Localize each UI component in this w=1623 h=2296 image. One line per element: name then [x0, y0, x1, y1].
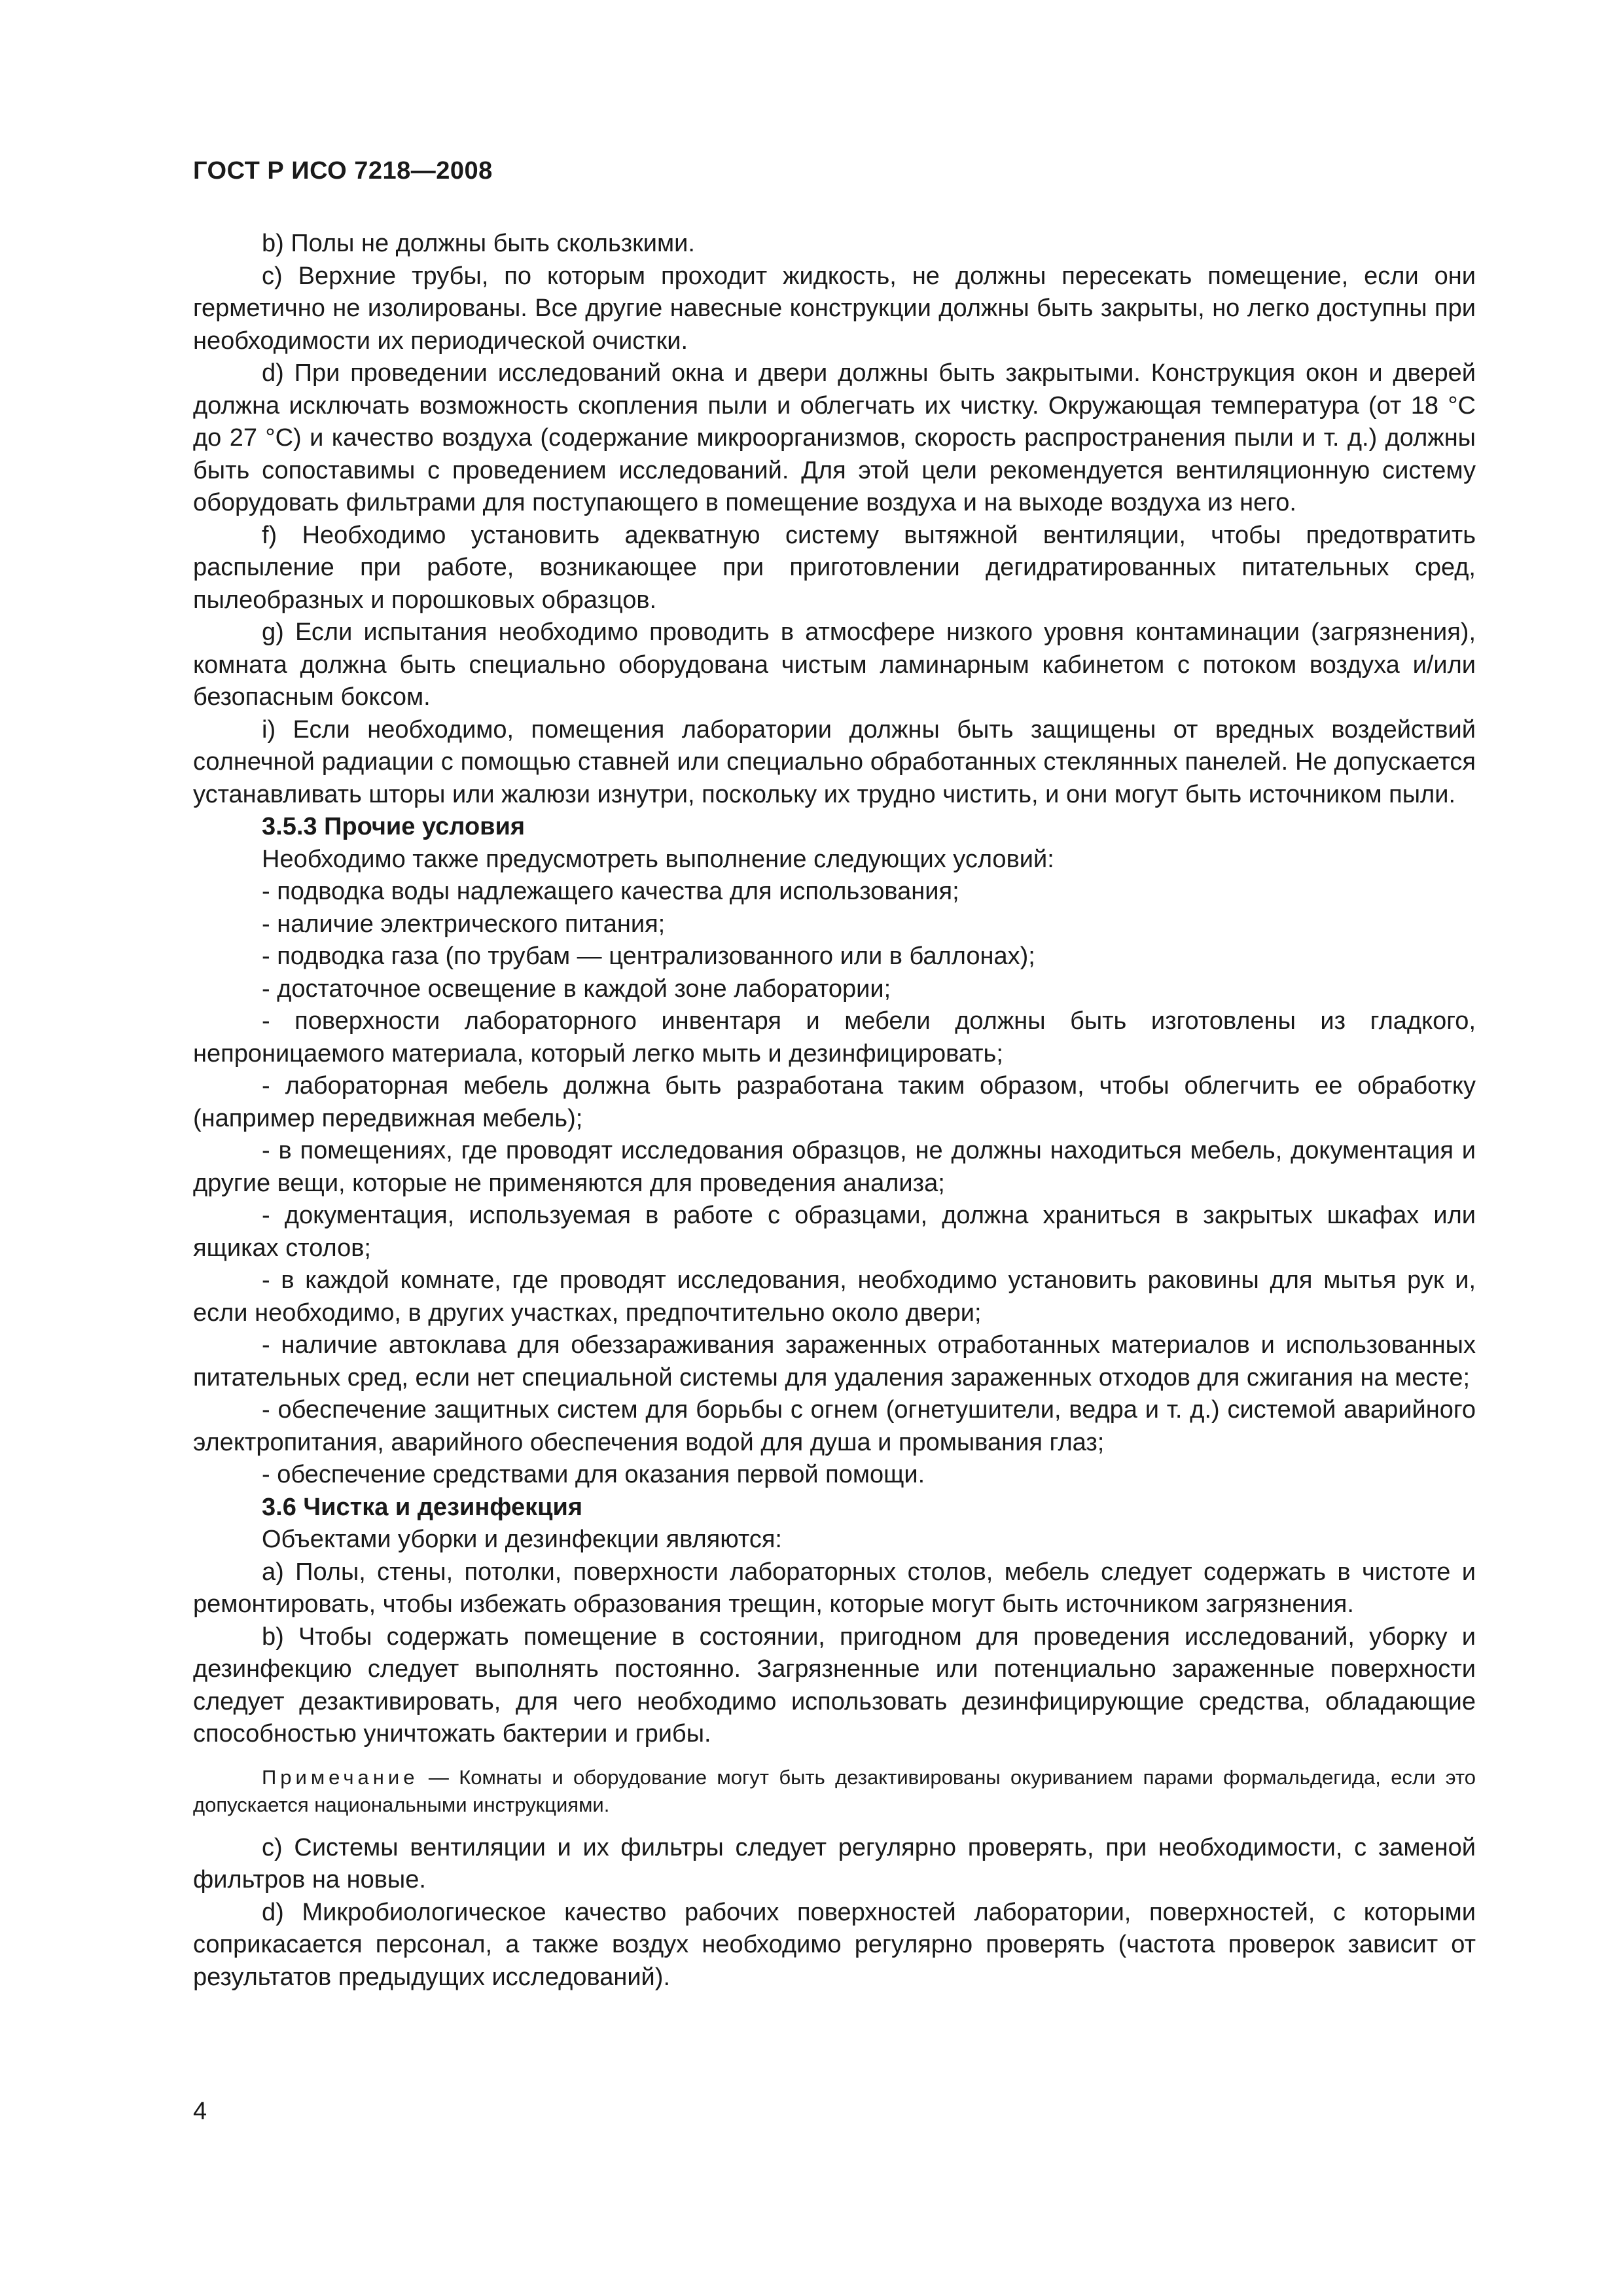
paragraph-b-disinfection: b) Чтобы содержать помещение в состоянии, пригодном для проведения исследований, уборку и дезинфекцию следует выполнять постоянно. Загрязненные или потенциально зараженные поверхности следует дезактивировать, для чего необходимо использовать дезинфицирующие средства, обладающие способностью уничтожать бактерии и грибы. [193, 1623, 1476, 1748]
paragraph-a-surfaces: a) Полы, стены, потолки, поверхности лабораторных столов, мебель следует содержать в чистоте и ремонтировать, чтобы избежать образования трещин, которые могут быть источником загрязнения. [193, 1558, 1476, 1618]
paragraph-c-ventilation-filters: c) Системы вентиляции и их фильтры следует регулярно проверять, при необходимости, с заменой фильтров на новые. [193, 1833, 1476, 1893]
document-body [193, 228, 1476, 1994]
list-item: - подводка газа (по трубам — централизованного или в баллонах); [262, 942, 1035, 970]
list-item: - в помещениях, где проводят исследования образцов, не должны находиться мебель, документация и другие вещи, которые не применяются для проведения анализа; [193, 1137, 1476, 1197]
list-item: - обеспечение защитных систем для борьбы с огнем (огнетушители, ведра и т. д.) системой аварийного электропитания, аварийного обеспечения водой для душа и промывания глаз; [193, 1396, 1476, 1456]
section-heading-3-5-3: 3.5.3 Прочие условия [262, 813, 526, 840]
list-item: - наличие автоклава для обеззараживания зараженных отработанных материалов и использованных питательных сред, если нет специальной системы для удаления зараженных отходов для сжигания на месте; [193, 1331, 1476, 1391]
paragraph-d-windows: d) При проведении исследований окна и двери должны быть закрытыми. Конструкция окон и дверей должна исключать возможность скопления пыли и облегчать их чистку. Окружающая температура (от 18 °С до 27 °С) и качество воздуха (содержание микроорганизмов, скорость распространения пыли и т. д.) должны быть сопоставимы с проведением исследований. Для этой цели рекомендуется вентиляционную систему оборудовать фильтрами для поступающего в помещение воздуха и на выходе воздуха из него. [193, 359, 1476, 516]
paragraph-d-microbiological-quality: d) Микробиологическое качество рабочих поверхностей лаборатории, поверхностей, с которыми соприкасается персонал, а также воздух необходимо регулярно проверять (частота проверок зависит от результатов предыдущих исследований). [193, 1898, 1476, 1991]
list-item: - обеспечение средствами для оказания первой помощи. [262, 1461, 925, 1488]
page-number: 4 [193, 2098, 207, 2125]
paragraph-c-pipes: c) Верхние трубы, по которым проходит жидкость, не должны пересекать помещение, если они герметично не изолированы. Все другие навесные конструкции должны быть закрыты, но легко доступны при необходимости их периодической очистки. [193, 262, 1476, 355]
paragraph-b-floors: b) Полы не должны быть скользкими. [262, 230, 695, 257]
paragraph-i-solar: i) Если необходимо, помещения лаборатории должны быть защищены от вредных воздействий солнечной радиации с помощью ставней или специально обработанных стеклянных панелей. Не допускается устанавливать шторы или жалюзи изнутри, поскольку их трудно чистить, и они могут быть источником пыли. [193, 715, 1476, 808]
note-label: Примечание [262, 1765, 419, 1789]
document-code-header: ГОСТ Р ИСО 7218—2008 [193, 157, 493, 185]
list-item: - лабораторная мебель должна быть разработана таким образом, чтобы облегчить ее обработку (например передвижная мебель); [193, 1072, 1476, 1132]
paragraph-f-ventilation: f) Необходимо установить адекватную систему вытяжной вентиляции, чтобы предотвратить распыление при работе, возникающее при приготовлении дегидратированных питательных сред, пылеобразных и порошковых образцов. [193, 521, 1476, 614]
list-item: - в каждой комнате, где проводят исследования, необходимо установить раковины для мытья рук и, если необходимо, в других участках, предпочтительно около двери; [193, 1266, 1476, 1327]
section-3-5-3-intro: Необходимо также предусмотреть выполнение следующих условий: [262, 845, 1054, 873]
paragraph-g-contamination: g) Если испытания необходимо проводить в атмосфере низкого уровня контаминации (загрязнения), комната должна быть специально оборудована чистым ламинарным кабинетом с потоком воздуха и/или безопасным боксом. [193, 619, 1476, 711]
list-item: - наличие электрического питания; [262, 910, 666, 938]
note-paragraph [193, 1764, 1476, 1819]
list-item: - достаточное освещение в каждой зоне лаборатории; [262, 975, 891, 1003]
list-item: - подводка воды надлежащего качества для использования; [262, 878, 959, 905]
list-item: - документация, используемая в работе с образцами, должна храниться в закрытых шкафах или ящиках столов; [193, 1202, 1476, 1262]
document-page [193, 0, 1476, 2296]
list-item: - поверхности лабораторного инвентаря и мебели должны быть изготовлены из гладкого, непроницаемого материала, который легко мыть и дезинфицировать; [193, 1007, 1476, 1067]
note-text: — Комнаты и оборудование могут быть дезактивированы окуриванием парами формальдегида, если это допускается национальными инструкциями. [193, 1765, 1476, 1816]
section-heading-3-6: 3.6 Чистка и дезинфекция [262, 1493, 583, 1521]
section-3-6-intro: Объектами уборки и дезинфекции являются: [262, 1526, 782, 1553]
